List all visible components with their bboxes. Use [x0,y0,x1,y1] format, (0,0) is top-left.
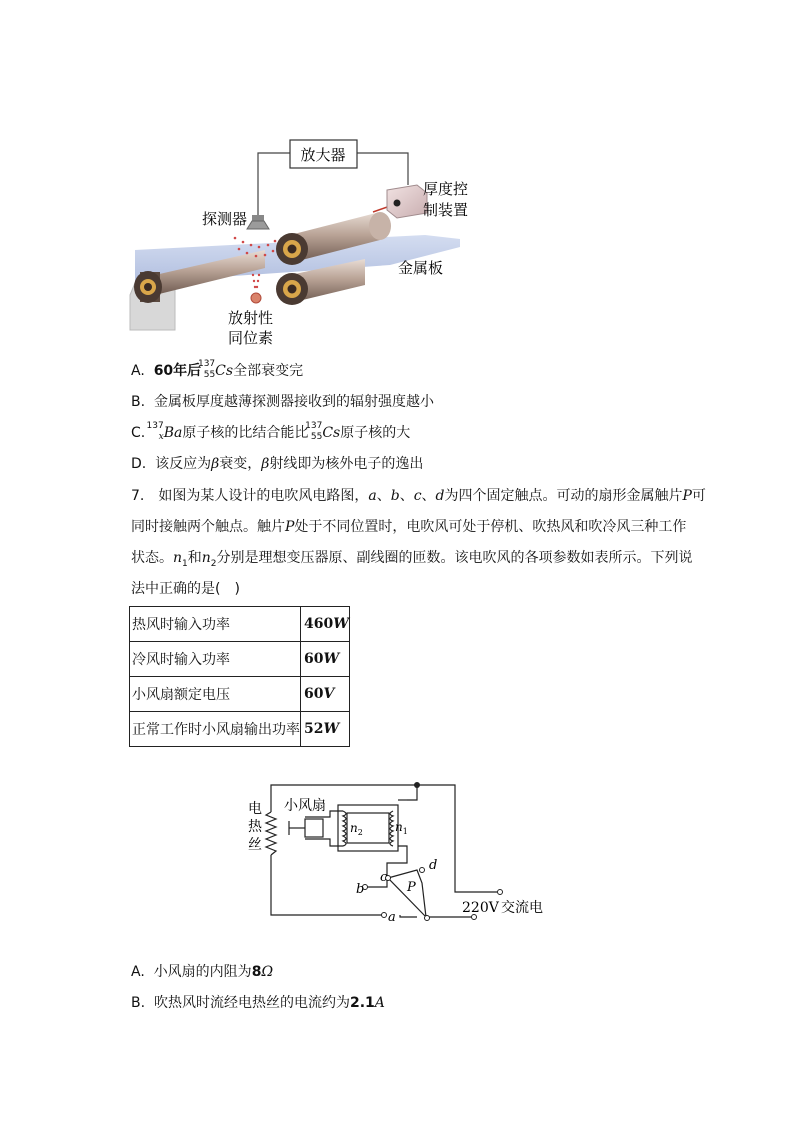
supply-voltage-label: 220V [462,900,499,916]
p-label: P [407,880,416,895]
contact-d [420,868,425,873]
heater-label-3: 丝 [248,837,262,853]
metal-plate-label: 金属板 [398,259,444,277]
n1-label: $n_1$ [395,820,408,836]
table-row: 热风时输入功率 460W [130,607,350,642]
table-row: 冷风时输入功率 60W [130,642,350,677]
q7-stem-line-2: 同时接触两个触点。触片P处于不同位置时，电吹风可处于停机、吹热风和吹冷风三种工作 [131,519,687,535]
supply-label: 交流电 [501,900,543,916]
n2-label: $n_2$ [350,821,363,837]
q6-option-b: B. 金属板厚度越薄探测器接收到的辐射强度越小 [131,394,434,410]
parameter-table [129,606,350,747]
contact-a [382,913,387,918]
q6-option-c: C. 137 x Ba原子核的比结合能比 137 55 Cs原子核的大 [131,421,411,442]
b-label: b [356,882,365,897]
q7-option-a: A. 小风扇的内阻为8Ω [131,964,274,980]
a-label: a [388,910,396,925]
q6-option-a: A. 60年后 137 55 Cs全部衰变完 [131,359,304,380]
q6-option-d: D. 该反应为β衰变，β射线即为核外电子的逸出 [131,456,424,472]
q7-stem-line-4: 法中正确的是( ) [131,581,240,597]
junction-dot [414,782,420,788]
isotope-source [251,293,261,303]
detector-label: 探测器 [202,210,248,228]
fan-label: 小风扇 [284,798,326,814]
isotope-label-1: 放射性 [228,309,274,327]
heater-label-1: 电 [248,801,262,817]
table-row: 正常工作时小风扇输出功率 52W [130,712,350,747]
c-label: c [380,870,388,885]
contact-p-pivot [425,916,430,921]
q7-stem-line-3: 状态。$n_1$和$n_2$分别是理想变压器原、副线圈的匝数。该电吹风的各项参数如表所示。下列说 [131,550,693,569]
table-row: 小风扇额定电压 60V [130,677,350,712]
hair-dryer-circuit [240,775,560,925]
upper-roller [276,233,308,265]
q7-option-b: B. 吹热风时流经电热丝的电流约为2.1A [131,995,385,1011]
detector [247,215,269,229]
lower-roller [276,273,308,305]
q7-stem-line-1: 7. 如图为某人设计的电吹风电路图，a、b、c、d为四个固定触点。可动的扇形金属触片P可 [131,488,706,504]
supply-terminal-top [498,890,503,895]
thickness-control-label-1: 厚度控 [423,180,469,198]
thickness-control-device [387,185,427,218]
thickness-control-label-2: 制装置 [423,201,469,219]
left-roller [134,271,162,303]
amplifier-label: 放大器 [300,146,346,164]
d-label: d [429,858,438,873]
isotope-label-2: 同位素 [228,329,274,347]
heater-label-2: 热 [248,819,262,835]
thickness-gauge-figure [125,135,485,350]
